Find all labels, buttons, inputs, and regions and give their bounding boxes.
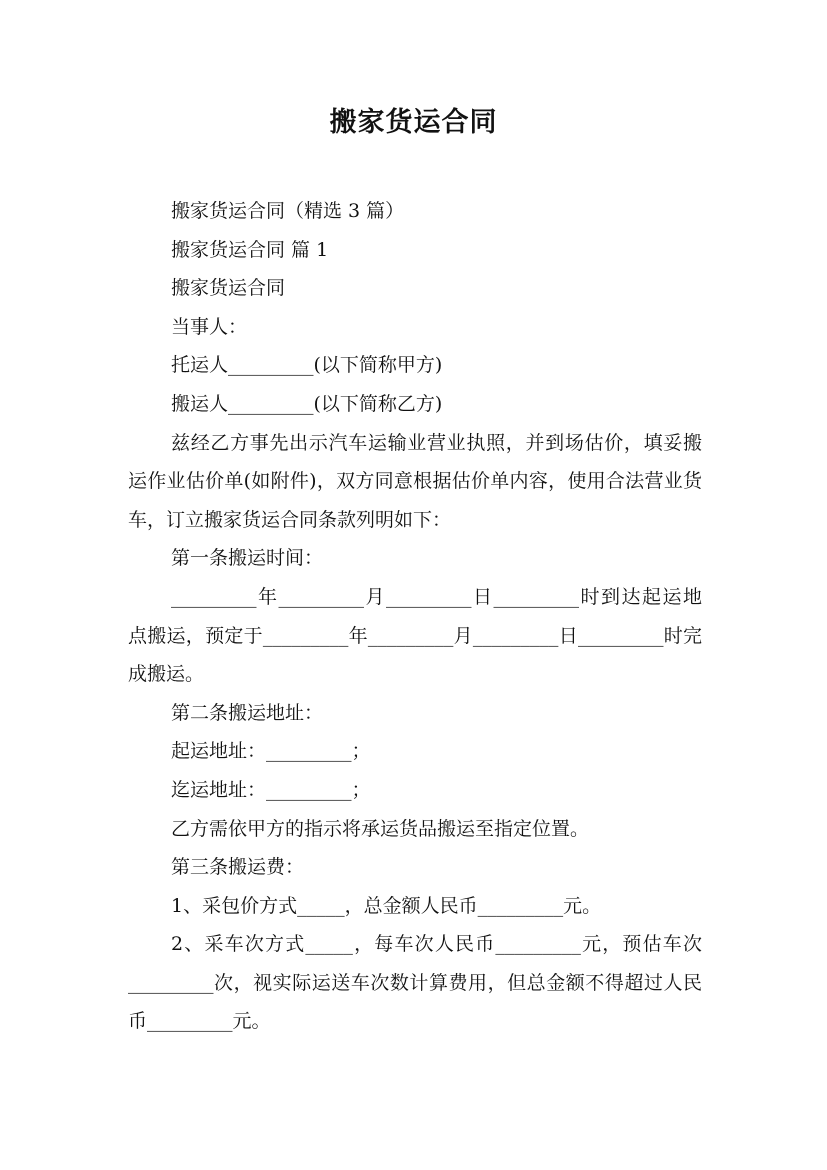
paragraph-section-heading: 搬家货运合同 篇 1 xyxy=(171,238,329,261)
paragraph-fee-option-2: 2、采车次方式_____，每车次人民币_________元，预估车次_________次，视实际运送车次数计算费用，但总金额不得超过人民币_________元。 xyxy=(128,933,702,1033)
paragraph-preamble: 兹经乙方事先出示汽车运输业营业执照，并到场估价，填妥搬运作业估价单(如附件)，双方同意根据估价单内容，使用合法营业货车，订立搬家货运合同条款列明如下： xyxy=(128,431,702,531)
paragraph-origin-address: 起运地址：_________； xyxy=(171,740,371,763)
paragraph-destination-address: 迄运地址：_________； xyxy=(171,778,371,801)
document-title: 搬家货运合同 xyxy=(329,107,498,138)
paragraph-article-3-heading: 第三条搬运费： xyxy=(171,856,305,879)
paragraph-fee-option-1: 1、采包价方式_____，总金额人民币_________元。 xyxy=(171,894,602,917)
paragraph-article-2-heading: 第二条搬运地址： xyxy=(171,701,324,724)
paragraph-parties-label: 当事人： xyxy=(171,315,248,338)
paragraph-article-1-heading: 第一条搬运时间： xyxy=(171,547,324,570)
paragraph-article-1-body: _________年_________月_________日_________时到达起运地点搬运，预定于_________年_________月_________日_________时完成搬运。 xyxy=(128,585,702,686)
paragraph-party-b: 搬运人_________(以下简称乙方) xyxy=(171,392,443,415)
document-body xyxy=(128,192,702,1041)
paragraph-subtitle: 搬家货运合同（精选 3 篇） xyxy=(171,200,405,222)
paragraph-contract-name: 搬家货运合同 xyxy=(171,277,286,300)
paragraph-party-a: 托运人_________(以下简称甲方) xyxy=(171,354,443,377)
paragraph-delivery-instruction: 乙方需依甲方的指示将承运货品搬运至指定位置。 xyxy=(171,817,590,840)
